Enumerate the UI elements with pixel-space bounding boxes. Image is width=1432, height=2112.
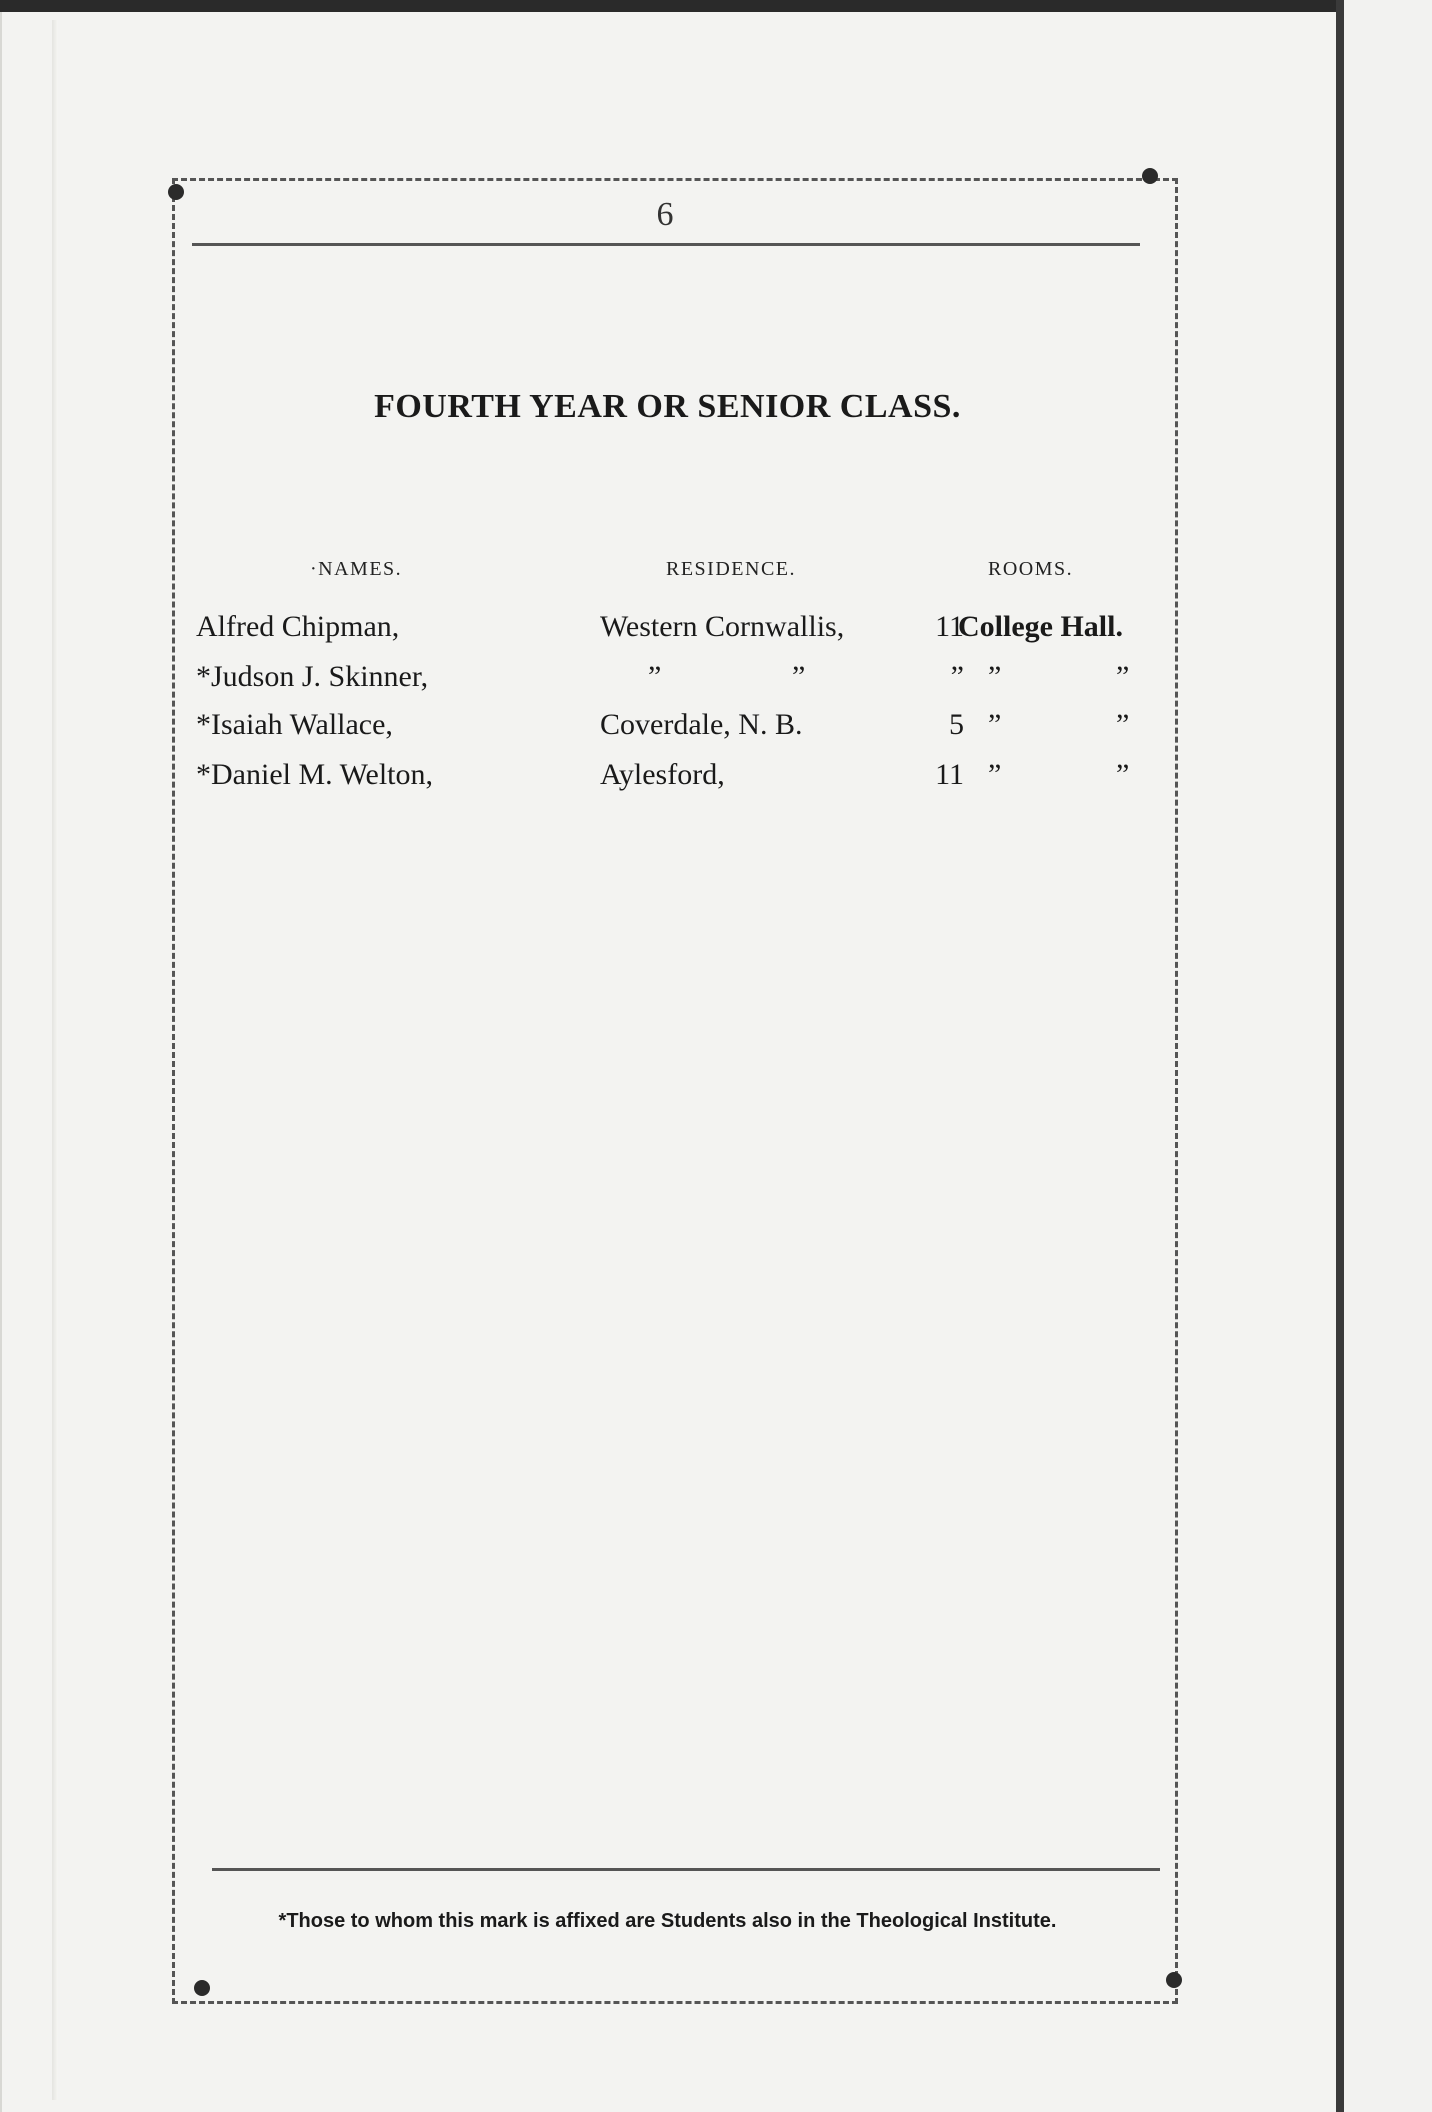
student-residence: Western Cornwallis, <box>600 610 845 643</box>
hall-name: College Hall. <box>958 610 1123 643</box>
corner-dot-bottom-left <box>194 1980 210 1996</box>
corner-dot-bottom-right <box>1166 1972 1182 1988</box>
room-number: 5 <box>949 708 964 741</box>
table-row <box>196 758 1156 802</box>
ditto-mark: ” <box>988 660 1002 693</box>
corner-dot-top-right <box>1142 168 1158 184</box>
ditto-mark: ” <box>988 758 1002 791</box>
ditto-mark: ” <box>1116 758 1130 791</box>
printed-frame-border <box>172 178 1178 2004</box>
ditto-mark: ” <box>792 660 806 693</box>
room-ditto-mark: ” <box>950 660 964 693</box>
binding-strip <box>1336 0 1344 2112</box>
corner-dot-top-left <box>168 184 184 200</box>
adjacent-page-edge <box>1344 0 1432 2112</box>
table-row <box>196 660 1156 704</box>
ditto-mark: ” <box>648 660 662 693</box>
column-header-residence: RESIDENCE. <box>666 558 796 580</box>
header-rule <box>192 243 1140 246</box>
student-name: Alfred Chipman, <box>196 610 400 643</box>
student-name: *Judson J. Skinner, <box>196 660 429 693</box>
student-name: *Isaiah Wallace, <box>196 708 393 741</box>
page-number: 6 <box>656 196 674 233</box>
table-row <box>196 708 1156 752</box>
student-residence: Aylesford, <box>600 758 725 791</box>
student-residence: Coverdale, N. B. <box>600 708 803 741</box>
room-number: 11 <box>935 610 964 643</box>
column-header-names: ·NAMES. <box>310 558 403 580</box>
ditto-mark: ” <box>988 708 1002 741</box>
footer-rule <box>212 1868 1160 1871</box>
room-number: 11 <box>935 758 964 791</box>
ditto-mark: ” <box>1116 708 1130 741</box>
page-title: FOURTH YEAR OR SENIOR CLASS. <box>374 388 961 425</box>
ditto-mark: ” <box>1116 660 1130 693</box>
footnote: *Those to whom this mark is affixed are Students also in the Theological Institute. <box>278 1910 1057 1932</box>
table-row <box>196 610 1156 654</box>
page-fold-shadow <box>52 20 58 2100</box>
student-name: *Daniel M. Welton, <box>196 758 433 791</box>
column-header-rooms: ROOMS. <box>988 558 1074 580</box>
